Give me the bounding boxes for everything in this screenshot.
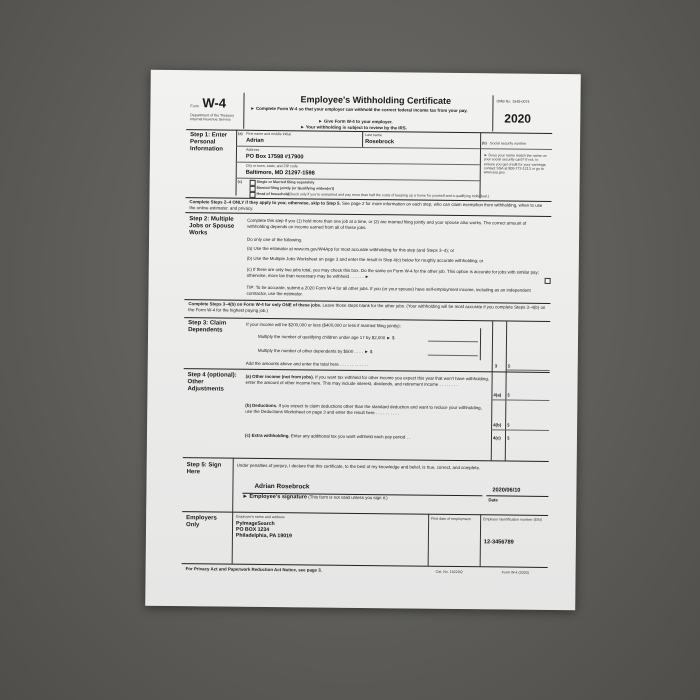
header-instruction-1: ► Complete Form W-4 so that your employer can withhold the correct federal income tax from your pay. [250, 105, 468, 114]
head-of-household-label: Head of household [256, 191, 289, 197]
department-label: Department of the Treasury Internal Revenue Service [190, 113, 235, 122]
step3-intro: If your income will be $200,000 or less ($400,000 or less if married filing jointly): [246, 321, 401, 329]
ein-label: Employer identification number (EIN) [483, 517, 542, 522]
single-option-label: Single or Married filing separately [256, 179, 315, 185]
ssn-label: Social security number [490, 141, 527, 146]
employee-signature[interactable]: Adrian Rosebrock [254, 482, 310, 491]
step2-only-one: Do only one of the following. [247, 236, 303, 243]
step2-label: Step 2: Multiple Jobs or Spouse Works [189, 216, 235, 237]
city-label: City or town, state, and ZIP code [245, 163, 298, 169]
form-footer: Form W-4 (2020) [501, 570, 529, 575]
employer-address-2: Philadelphia, PA 19019 [235, 532, 292, 540]
header-instruction-2: ► Give Form W-4 to your employer. [318, 118, 393, 125]
step2-intro: Complete this step if you (1) hold more than one job at a time, or (2) are married filing jointly and your spouse also works. The correct amount of withholding depends on income earned from all of these jobs. [247, 217, 527, 230]
ssn-note: ► Does your name match the name on your social security card? If not, to ensure you get credit for your earnings, contact SSA at 800-772-1213 or go to www.ssa.gov. [483, 153, 547, 175]
omb-number: OMB No. 1545-0074 [496, 99, 530, 104]
employer-name: PyImageSearch [236, 520, 275, 528]
step2-option-c: (c) If there are only two jobs total, you may check this box. Do the same on Form W-4 for the other job. This option is accurate for jobs with similar pay; otherwise, more tax than necessary may be withheld . . . . . . ► [246, 266, 539, 279]
other-income-line: (a) Other income (not from jobs). If you want tax withheld for other income you expect this year that won't have withholding, enter the amount of other income here. This may include interest, dividends, and retirement income . . . . . . . . [245, 373, 490, 387]
tax-year: 2020 [504, 111, 532, 126]
qualifying-children-line: Multiply the number of qualifying children under age 17 by $2,000 ► $ [258, 333, 395, 341]
employer-name-label: Employer's name and address [236, 514, 285, 520]
step3-label: Step 3: Claim Dependents [188, 320, 227, 334]
married-jointly-label: Married filing jointly (or Qualifying widow(er)) [256, 185, 335, 191]
city-field[interactable]: Baltimore, MD 21297-1598 [245, 169, 315, 177]
address-field[interactable]: PO Box 17598 #17900 [245, 153, 304, 161]
employer-address-1: PO BOX 1234 [235, 526, 270, 534]
perjury-statement: Under penalties of perjury, I declare that this certificate, to the best of my knowledge and belief, is true, correct, and complete. [236, 462, 481, 471]
steps-3-4b-instruction: Complete Steps 3–4(b) on Form W-4 for only ONE of these jobs. Leave those steps blank for the other jobs. (Your withholding will be most accurate if you complete Steps 3–4(b) on the Form W-4 for the highest paying job.) [188, 301, 546, 313]
last-name-field[interactable]: Rosebrock [365, 139, 395, 146]
two-jobs-checkbox[interactable] [545, 278, 551, 284]
steps-2-4-instruction: Complete Steps 2–4 ONLY if they apply to you; otherwise, skip to Step 5. See page 2 for more information on each step, who can claim exemption from withholding, when to use the online estimator, and privacy. [189, 199, 543, 211]
header-instruction-3: ► Your withholding is subject to review by the IRS. [300, 124, 407, 131]
address-label: Address [245, 147, 260, 152]
head-of-household-note: (Check only if you're unmarried and pay more than half the costs of keeping up a home for yourself and a qualifying individual.) [287, 192, 489, 199]
ein-value: 12-3456789 [483, 539, 514, 546]
extra-withholding-line: (c) Extra withholding. Enter any additional tax you want withheld each pay period . . [244, 432, 411, 440]
catalog-number: Cat. No. 10220Q [435, 569, 463, 575]
step5-label: Step 5: Sign Here [186, 462, 222, 476]
dependents-total-line: Add the amounts above and enter the total here . . . . . . . . . . . . [245, 360, 369, 368]
w4-form-sheet: Form W-4 Department of the Treasury Internal Revenue Service Employee's Withholding Certificate ► Complete Form W-4 so that your employer can withhold the correct federal income tax from your pay. ► Give Form W-4 to your employer. ► Your withholding is subject to review by the IRS. OMB No. 1545-0074 2020 Step 1: Enter Personal Information (a) First name and middle initial Adrian Last name Rosebrock (b) Social security number Address PO Box 17598 #17900 City or town, state, and ZIP code Baltimore, MD 21297-1598 ► Does your name match the name on your social security card? If not, to ensure you get credit for your earnings, contact SSA at 800-772-1213 or go to www.ssa.gov. (c) Single or Married filing separately Married filing jointly (or Qualifying widow(er)) Head of household (Check only if you're unmarried and pay more than half the costs of keeping up a home for yourself and a qualifying individual.) Complete Steps 2–4 ONLY if they apply to you; otherwise, skip to Step 5. See page 2 for more information on each step, who can claim exemption from withholding, when to use the online estimator, and privacy. Step 2: Multiple Jobs or Spouse Works Complete this step if you (1) hold more than one job at a time, or (2) are married filing jointly and your spouse also works. The correct amount of withholding depends on income earned from all of these jobs. Do only one of the following. (a) Use the estimator at www.irs.gov/W4App for most accurate withholding for this step (and Steps 3–4); or (b) Use the Multiple Jobs Worksheet on page 3 and enter the result in Step 4(c) below for roughly accurate withholding; or (c) If there are only two jobs total, you may check this box. Do the same on Form W-4 for the other job. This option is accurate for jobs with similar pay; otherwise, more tax than necessary may be withheld . . . . . . ► TIP: To be accurate, submit a 2020 Form W-4 for all other jobs. If you (or your spouse) have self-employment income, including as an independent contractor, use the estimator. Complete Steps 3–4(b) on Form W-4 for only ONE of these jobs. Leave those steps blank for the other jobs. (Your withholding will be most accurate if you complete Steps 3–4(b) on the Form W-4 for the highest paying job.) Step 3: Claim Dependents If your income will be $200,000 or less ($400,000 or less if married filing jointly): Multiply the number of qualifying children under age 17 by $2,000 ► $ Multiply the number of other dependents by $500 . . . . ► $ Add the amounts above and enter the total here . . . . . . . . . . . . 3 $ Step 4 (optional): Other Adjustments (a) Other income (not from jobs). If you want tax withheld for other income you expect this year that won't have withholding, enter the amount of other income here. This may include interest, dividends, and retirement income . . . . . . . . 4(a) $ (b) Deductions. If you expect to claim deductions other than the standard deduction and want to reduce your withholding, use the Deductions Worksheet on page 3 and enter the result here . . . . . . . . . . 4(b) $ (c) Extra withholding. Enter any additional tax you want withheld each pay period . . 4(c) $ Step 5: Sign Here Under penalties of perjury, I declare that this certificate, to the best of my knowledge and belief, is true, correct, and complete. Adrian Rosebrock ► Employee's signature (This form is not valid unless you sign it.) 2020/06/10 Date Employers Only Employer's name and address PyImageSearch PO BOX 1234 Philadelphia, PA 19019 First date of employment Employer identification number (EIN) 12-3456789 For Privacy Act and Paperwork Reduction Act Notice, see page 3. Cat. No. 10220Q Form W-4 (2020) [145, 70, 581, 610]
privacy-notice: For Privacy Act and Paperwork Reduction Act Notice, see page 3. [185, 566, 322, 573]
step1-label: Step 1: Enter Personal Information [189, 132, 228, 153]
form-word: Form [190, 104, 199, 109]
employers-only-label: Employers Only [186, 515, 217, 529]
signature-date[interactable]: 2020/06/10 [492, 487, 521, 494]
form-number: W-4 [202, 95, 227, 111]
line-3-number: 3 [494, 363, 498, 369]
other-dependents-line: Multiply the number of other dependents by $500 . . . . ► $ [257, 347, 373, 355]
first-date-label: First date of employment [431, 516, 471, 522]
first-name-field[interactable]: Adrian [246, 137, 264, 144]
step2-tip: TIP: To be accurate, submit a 2020 Form W-4 for all other jobs. If you (or your spouse) have self-employment income, including as an independent contractor, use the estimator. [246, 284, 531, 296]
deductions-line: (b) Deductions. If you expect to claim deductions other than the standard deduction and want to reduce your withholding, use the Deductions Worksheet on page 3 and enter the result here . . . . . . . . . . [245, 402, 482, 415]
step2-option-a: (a) Use the estimator at www.irs.gov/W4App for most accurate withholding for this step (and Steps 3–4); or [246, 245, 455, 253]
last-name-label: Last name [365, 133, 382, 138]
form-title: Employee's Withholding Certificate [300, 94, 452, 106]
first-name-label: First name and middle initial [246, 131, 291, 137]
signature-label: ► Employee's signature (This form is not valid unless you sign it.) [242, 493, 388, 501]
step2-option-b: (b) Use the Multiple Jobs Worksheet on page 3 and enter the result in Step 4(c) below for roughly accurate withholding; or [246, 255, 484, 264]
step4-label: Step 4 (optional): Other Adjustments [187, 372, 237, 393]
date-label: Date [488, 497, 498, 503]
